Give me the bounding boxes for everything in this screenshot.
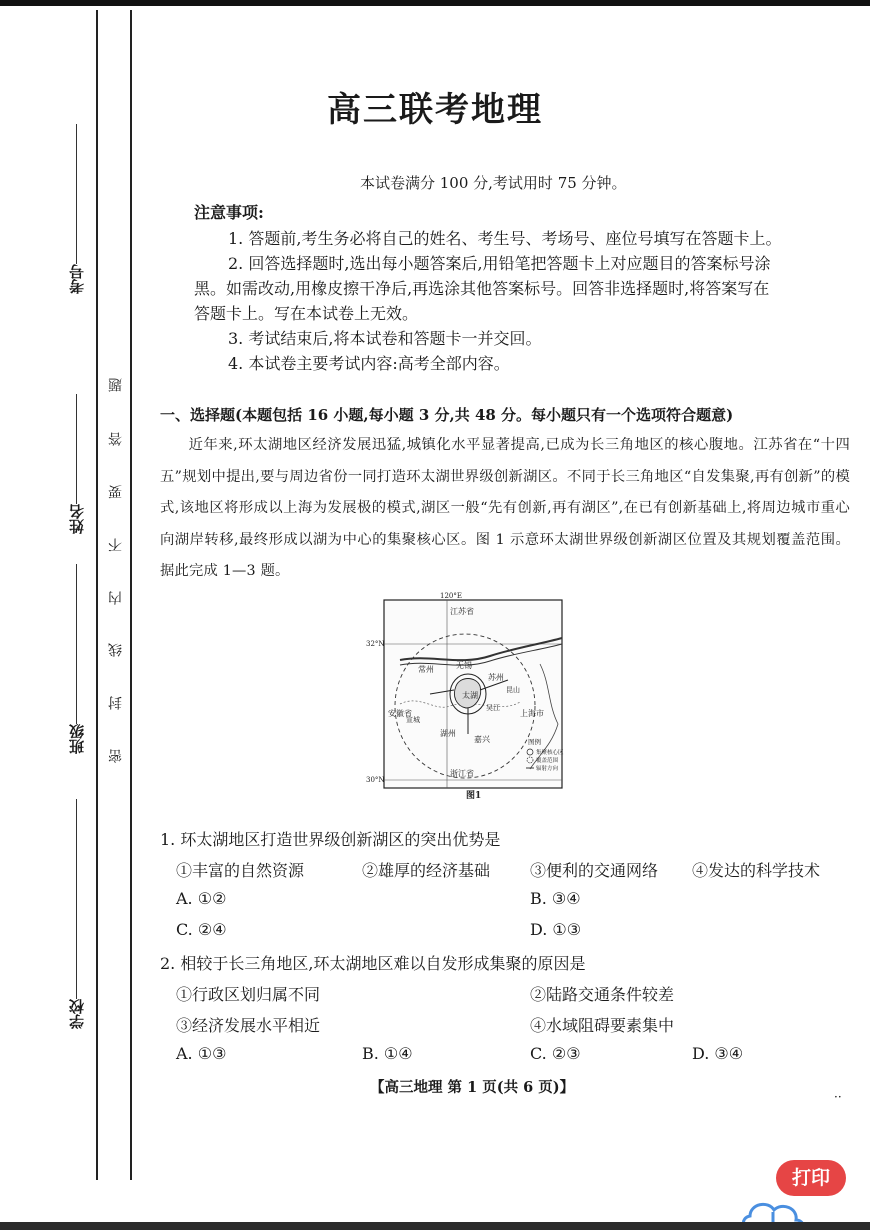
place-anhui: 安徽省 [388, 709, 412, 718]
place-kunshan: 昆山 [506, 686, 520, 694]
school-field [62, 795, 90, 1029]
notes-item-4: 4. 本试卷主要考试内容:高考全部内容。 [228, 354, 510, 373]
name-underline [76, 394, 77, 504]
exam-title: 高三联考地理 [327, 90, 543, 130]
notes-item-3: 3. 考试结束后,将本试卷和答题卡一并交回。 [228, 329, 542, 348]
top-edge [0, 0, 870, 6]
q2-statement-2: ②陆路交通条件较差 [530, 985, 675, 1004]
q2-option-c: C. ②③ [530, 1044, 581, 1063]
figure-caption: 图1 [466, 791, 482, 801]
place-jiaxing: 嘉兴 [474, 735, 490, 744]
q1-statement-3: ③便利的交通网络 [530, 861, 659, 880]
place-xuancheng: 宣城 [406, 716, 420, 724]
place-changzhou: 常州 [418, 665, 434, 674]
notes-item-1: 1. 答题前,考生务必将自己的姓名、考生号、考场号、座位号填写在答题卡上。 [228, 229, 782, 248]
name-label: 姓名 [67, 504, 86, 534]
section-heading: 一、选择题(本题包括 16 小题,每小题 3 分,共 48 分。每小题只有一个选项符合题意) [160, 406, 734, 424]
page-footer: 【高三地理 第 1 页(共 6 页)】 [370, 1079, 575, 1096]
name-field [62, 390, 90, 534]
seal-char: 答 [108, 432, 124, 446]
place-jiangsu: 江苏省 [450, 607, 474, 616]
place-wuxi: 无锡 [456, 661, 472, 670]
seal-char: 不 [108, 538, 124, 552]
seal-char: 要 [108, 485, 124, 499]
q2-statement-1: ①行政区划归属不同 [176, 985, 321, 1004]
margin-line-right [130, 10, 132, 1180]
taihu-map-figure [366, 592, 566, 801]
q1-statement-4: ④发达的科学技术 [692, 861, 821, 880]
notes-item-2c: 答题卡上。写在本试卷上无效。 [194, 304, 419, 323]
print-button[interactable]: 打印 [776, 1160, 846, 1196]
seal-char: 封 [108, 696, 124, 710]
school-underline [76, 799, 77, 999]
place-wujiang: 吴江 [486, 704, 500, 712]
place-suzhou: 苏州 [488, 673, 504, 682]
q1-option-d: D. ①③ [530, 920, 582, 939]
exam-no-underline [76, 124, 77, 264]
class-field [62, 560, 90, 754]
q2-option-d: D. ③④ [692, 1044, 744, 1063]
lon-label: 120°E [440, 592, 462, 600]
place-zhejiang: 浙江省 [450, 769, 474, 778]
q2-stem: 2. 相较于长三角地区,环太湖地区难以自发形成集聚的原因是 [160, 954, 586, 973]
exam-no-field [62, 120, 90, 294]
seal-char: 密 [108, 749, 124, 763]
q1-option-b: B. ③④ [530, 889, 581, 908]
margin-line-left [96, 10, 98, 1180]
corner-dots: ·· [834, 1090, 842, 1104]
seal-char: 题 [108, 378, 124, 392]
q2-option-a: A. ①③ [176, 1044, 227, 1063]
exam-no-label: 考号 [67, 264, 86, 294]
seal-char: 内 [108, 591, 124, 605]
q2-option-b: B. ①④ [362, 1044, 413, 1063]
legend-title: 图例 [528, 738, 541, 746]
place-huzhou: 湖州 [440, 729, 456, 738]
legend-direction: 辐射方向 [536, 766, 559, 772]
q1-statement-1: ①丰富的自然资源 [176, 861, 305, 880]
seal-char: 线 [108, 643, 124, 657]
school-label: 学校 [67, 999, 86, 1029]
exam-subtitle: 本试卷满分 100 分,考试用时 75 分钟。 [360, 174, 627, 192]
lat-label-bottom: 30°N [366, 776, 385, 784]
notes-item-2b: 黑。如需改动,用橡皮擦干净后,再选涂其他答案标号。回答非选择题时,将答案写在 [194, 279, 770, 298]
class-label: 班级 [67, 724, 86, 754]
place-taihu: 太湖 [462, 691, 478, 700]
bottom-edge [0, 1222, 870, 1230]
notes-heading: 注意事项: [194, 203, 264, 222]
section-intro-paragraph: 近年来,环太湖地区经济发展迅猛,城镇化水平显著提高,已成为长三角地区的核心腹地。江苏省在“十四五”规划中提出,要与周边省份一同打造环太湖世界级创新湖区。不同于长三角地区“自发集聚,再有创新”的模式,该地区将形成以上海为发展极的模式,湖区一般“先有创新,再有湖区”,在已有创新基础上,将周边城市重心向湖岸转移,最终形成以湖为中心的集聚核心区。图 1 示意环太湖世界级创新湖区位置及其规划覆盖范围。据此完成 1—3 题。 [160, 437, 850, 579]
q2-statement-3: ③经济发展水平相近 [176, 1016, 321, 1035]
class-underline [76, 564, 77, 724]
place-shanghai: 上海市 [520, 709, 544, 718]
lat-label-top: 32°N [366, 640, 385, 648]
q1-stem: 1. 环太湖地区打造世界级创新湖区的突出优势是 [160, 830, 501, 849]
legend-range: 覆盖范围 [536, 758, 559, 764]
legend-core: 集聚核心区 [536, 750, 564, 756]
q1-option-a: A. ①② [176, 889, 227, 908]
q1-option-c: C. ②④ [176, 920, 227, 939]
notes-item-2a: 2. 回答选择题时,选出每小题答案后,用铅笔把答题卡上对应题目的答案标号涂 [228, 254, 771, 273]
q2-statement-4: ④水域阻碍要素集中 [530, 1016, 675, 1035]
q1-statement-2: ②雄厚的经济基础 [362, 861, 491, 880]
